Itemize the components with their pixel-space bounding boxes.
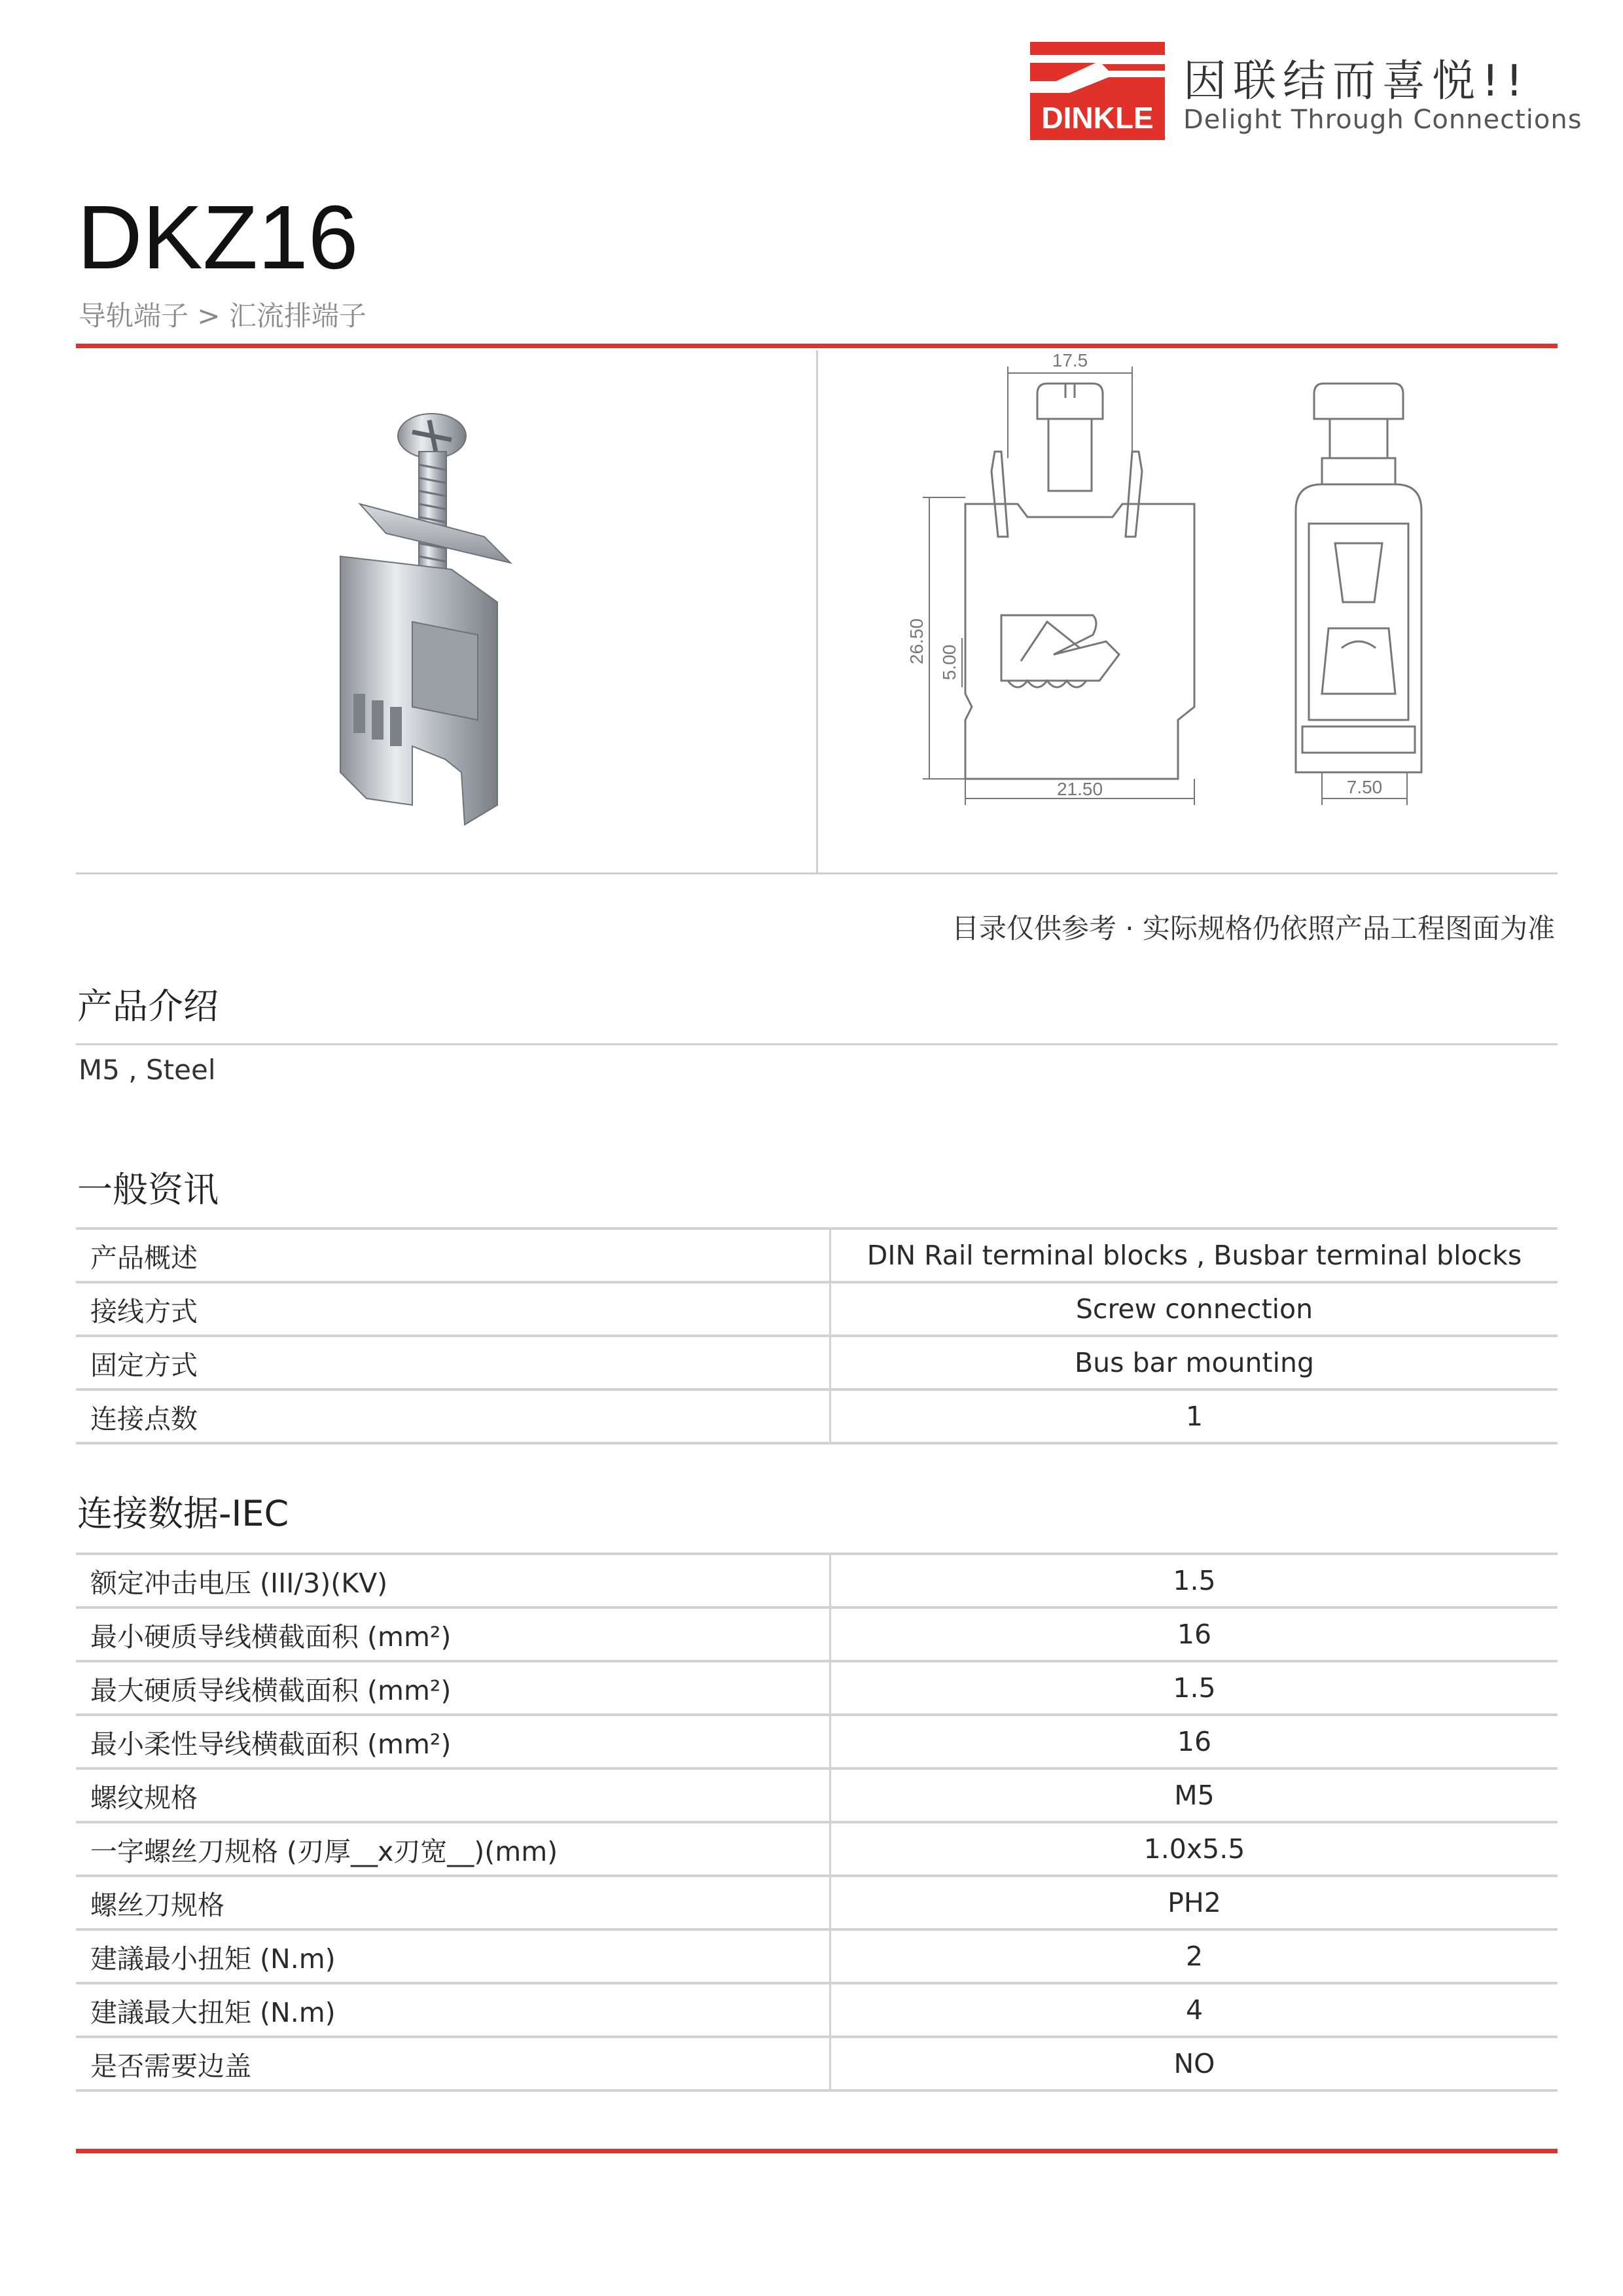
row-label: 连接点数 xyxy=(76,1390,830,1443)
row-label: 一字螺丝刀规格 (刃厚__x刃宽__)(mm) xyxy=(76,1822,830,1876)
table-row xyxy=(76,1768,1558,1822)
row-value: 1.5 xyxy=(830,1554,1558,1607)
table-row xyxy=(76,1229,1558,1282)
row-value: 1.0x5.5 xyxy=(830,1822,1558,1876)
row-value: PH2 xyxy=(830,1876,1558,1929)
table-row xyxy=(76,1822,1558,1876)
dim-bottom-width: 21.50 xyxy=(1056,779,1103,799)
row-label: 螺纹规格 xyxy=(76,1768,830,1822)
row-label: 固定方式 xyxy=(76,1336,830,1390)
row-value: Bus bar mounting xyxy=(830,1336,1558,1390)
breadcrumb: 导轨端子 > 汇流排端子 xyxy=(79,300,366,332)
footer-divider xyxy=(76,2149,1558,2153)
row-value: NO xyxy=(830,2037,1558,2090)
section-title-general: 一般资讯 xyxy=(77,1169,219,1210)
row-label: 螺丝刀规格 xyxy=(76,1876,830,1929)
general-info-table xyxy=(76,1227,1558,1444)
row-value: Screw connection xyxy=(830,1282,1558,1336)
row-value: 4 xyxy=(830,1983,1558,2037)
section-title-intro: 产品介绍 xyxy=(77,986,219,1027)
table-row xyxy=(76,1554,1558,1607)
dim-gap: 5.00 xyxy=(939,644,959,681)
product-photo xyxy=(314,406,550,851)
image-divider xyxy=(816,350,818,874)
row-label: 最大硬质导线横截面积 (mm²) xyxy=(76,1661,830,1715)
row-label: 接线方式 xyxy=(76,1282,830,1336)
row-value: M5 xyxy=(830,1768,1558,1822)
dim-height: 26.50 xyxy=(906,618,927,665)
row-value: 2 xyxy=(830,1929,1558,1983)
row-value: 16 xyxy=(830,1607,1558,1661)
row-label: 建議最小扭矩 (N.m) xyxy=(76,1929,830,1983)
disclaimer-note: 目录仅供参考 · 实际规格仍依照产品工程图面为准 xyxy=(951,912,1555,944)
row-value: 1.5 xyxy=(830,1661,1558,1715)
brand-slogan-en: Delight Through Connections xyxy=(1183,105,1582,135)
row-label: 最小硬质导线横截面积 (mm²) xyxy=(76,1607,830,1661)
row-label: 额定冲击电压 (III/3)(KV) xyxy=(76,1554,830,1607)
dinkle-logo xyxy=(1030,42,1165,140)
row-value: 1 xyxy=(830,1390,1558,1443)
dimension-drawing-front xyxy=(903,353,1217,812)
table-row xyxy=(76,1983,1558,2037)
image-bottom-divider xyxy=(76,872,1558,874)
header-divider xyxy=(76,344,1558,348)
brand-slogan-cn: 因联结而喜悦!! xyxy=(1183,56,1529,106)
row-label: 最小柔性导线横截面积 (mm²) xyxy=(76,1715,830,1768)
table-row xyxy=(76,1282,1558,1336)
dim-top-width: 17.5 xyxy=(1052,353,1088,370)
section-divider xyxy=(76,1043,1558,1045)
table-row xyxy=(76,2037,1558,2090)
table-row xyxy=(76,1661,1558,1715)
table-row xyxy=(76,1607,1558,1661)
row-label: 产品概述 xyxy=(76,1229,830,1282)
logo-text: DINKLE xyxy=(1041,101,1154,135)
table-row xyxy=(76,1336,1558,1390)
intro-text: M5 , Steel xyxy=(79,1054,216,1086)
row-value: 16 xyxy=(830,1715,1558,1768)
table-row xyxy=(76,1390,1558,1443)
row-value: DIN Rail terminal blocks , Busbar terminal blocks xyxy=(830,1229,1558,1282)
page-title: DKZ16 xyxy=(77,187,359,288)
dim-side-width: 7.50 xyxy=(1346,777,1383,797)
section-title-iec: 连接数据-IEC xyxy=(77,1493,289,1534)
table-row xyxy=(76,1929,1558,1983)
table-row xyxy=(76,1715,1558,1768)
dimension-drawing-side xyxy=(1283,353,1440,812)
iec-data-table xyxy=(76,1552,1558,2092)
row-label: 建議最大扭矩 (N.m) xyxy=(76,1983,830,2037)
table-row xyxy=(76,1876,1558,1929)
row-label: 是否需要边盖 xyxy=(76,2037,830,2090)
